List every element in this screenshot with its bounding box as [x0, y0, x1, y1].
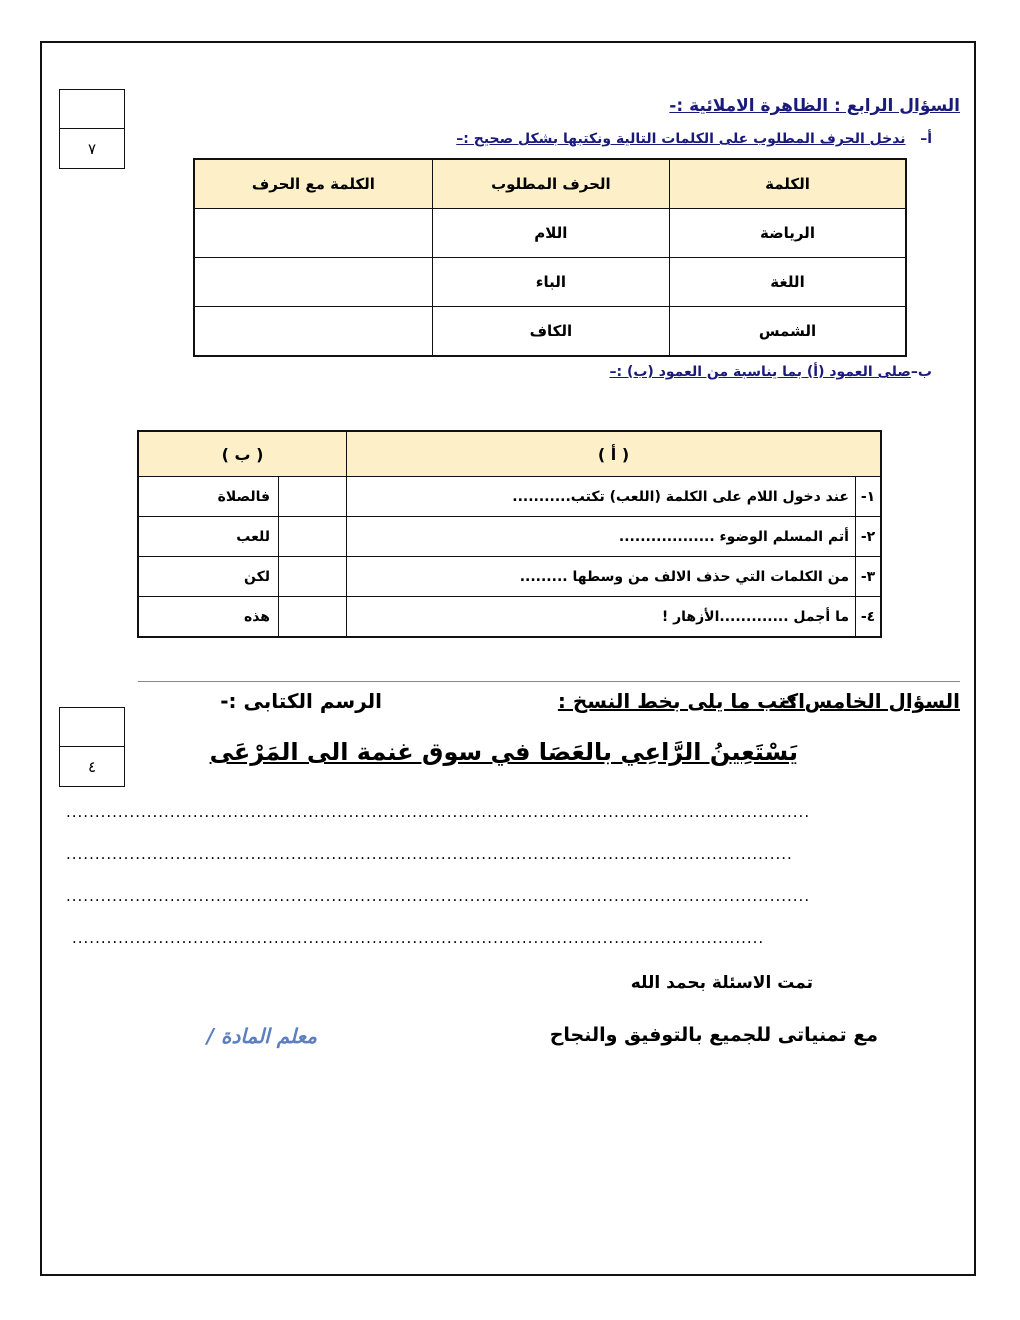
- q4-score-value: ٧: [87, 139, 97, 158]
- wishes-note: مع تمنياتى للجميع بالتوفيق والنجاح: [549, 1024, 878, 1046]
- row-number: ٣-: [856, 557, 882, 597]
- q4-score-box: [59, 89, 125, 169]
- q5-section-title: الرسم الكتابى :-: [220, 689, 382, 713]
- writing-line[interactable]: ........................................................................................................................: [72, 929, 765, 947]
- statement-cell: ما أجمل .............الأزهار !: [347, 597, 856, 638]
- header-column-b: ( ب ): [138, 431, 347, 477]
- match-answer-slot[interactable]: [279, 477, 347, 517]
- row-number: ١-: [856, 477, 882, 517]
- letters-table-header: [194, 159, 906, 209]
- q4-part-a-text: ندخل الحرف المطلوب على الكلمات التالية ونكتبها بشكل صحيح :–: [456, 131, 906, 147]
- statement-cell: أتم المسلم الوضوء ..................: [347, 517, 856, 557]
- match-answer-slot[interactable]: [279, 517, 347, 557]
- word-cell: الشمس: [669, 307, 906, 357]
- match-answer-slot[interactable]: [279, 597, 347, 638]
- letter-cell: الباء: [432, 258, 669, 307]
- q5-title: السؤال الخامس :-: [781, 689, 960, 713]
- copy-sentence: يَسْتَعِينُ الرَّاعِي بالعَصَا في سوق غنمة الى المَرْعَى: [209, 738, 798, 766]
- matching-table: [137, 430, 882, 638]
- row-number: ٤-: [856, 597, 882, 638]
- table-row: [194, 307, 906, 357]
- end-note: تمت الاسئلة بحمد الله: [630, 973, 813, 993]
- word-cell: اللغة: [669, 258, 906, 307]
- option-cell: هذه: [138, 597, 279, 638]
- header-letter: الحرف المطلوب: [432, 159, 669, 209]
- statement-cell: من الكلمات التي حذف الالف من وسطها .........: [347, 557, 856, 597]
- table-row: [194, 258, 906, 307]
- answer-cell[interactable]: [194, 307, 432, 357]
- answer-cell[interactable]: [194, 258, 432, 307]
- table-row: [138, 557, 881, 597]
- match-answer-slot[interactable]: [279, 557, 347, 597]
- writing-line[interactable]: .................................................................................................................................: [66, 887, 811, 905]
- q4-part-a-label: أ–: [920, 131, 932, 147]
- q5-instruction: اكتب ما يلى بخط النسخ :: [557, 689, 805, 713]
- table-row: [138, 597, 881, 638]
- matching-table-header: [138, 431, 881, 477]
- q4-part-b-label: ب–: [910, 364, 932, 380]
- option-cell: للعب: [138, 517, 279, 557]
- option-cell: فالصلاة: [138, 477, 279, 517]
- option-cell: لكن: [138, 557, 279, 597]
- header-column-a: ( أ ): [347, 431, 882, 477]
- table-row: [194, 209, 906, 258]
- table-row: [138, 517, 881, 557]
- header-result: الكلمة مع الحرف: [194, 159, 432, 209]
- q4-part-a: [456, 131, 932, 147]
- q5-score-blank[interactable]: [60, 708, 124, 747]
- letter-cell: الكاف: [432, 307, 669, 357]
- q4-part-b: [609, 364, 932, 380]
- statement-cell: عند دخول اللام على الكلمة (اللعب) تكتب...........: [347, 477, 856, 517]
- row-number: ٢-: [856, 517, 882, 557]
- q4-part-b-text: صلى العمود (أ) بما يناسبة من العمود (ب) :–: [609, 364, 911, 380]
- teacher-signature-label: معلم المادة /: [206, 1024, 317, 1048]
- q4-title: السؤال الرابع : الظاهرة الاملائية :-: [669, 96, 960, 116]
- q5-score-value: ٤: [87, 757, 97, 776]
- word-cell: الرياضة: [669, 209, 906, 258]
- letter-cell: اللام: [432, 209, 669, 258]
- q4-score-blank[interactable]: [60, 90, 124, 129]
- header-word: الكلمة: [669, 159, 906, 209]
- section-divider: [138, 681, 960, 682]
- writing-line[interactable]: ..............................................................................................................................: [66, 845, 793, 863]
- answer-cell[interactable]: [194, 209, 432, 258]
- q5-score-box: [59, 707, 125, 787]
- letters-table: [193, 158, 907, 357]
- table-row: [138, 477, 881, 517]
- writing-line[interactable]: .................................................................................................................................: [66, 803, 811, 821]
